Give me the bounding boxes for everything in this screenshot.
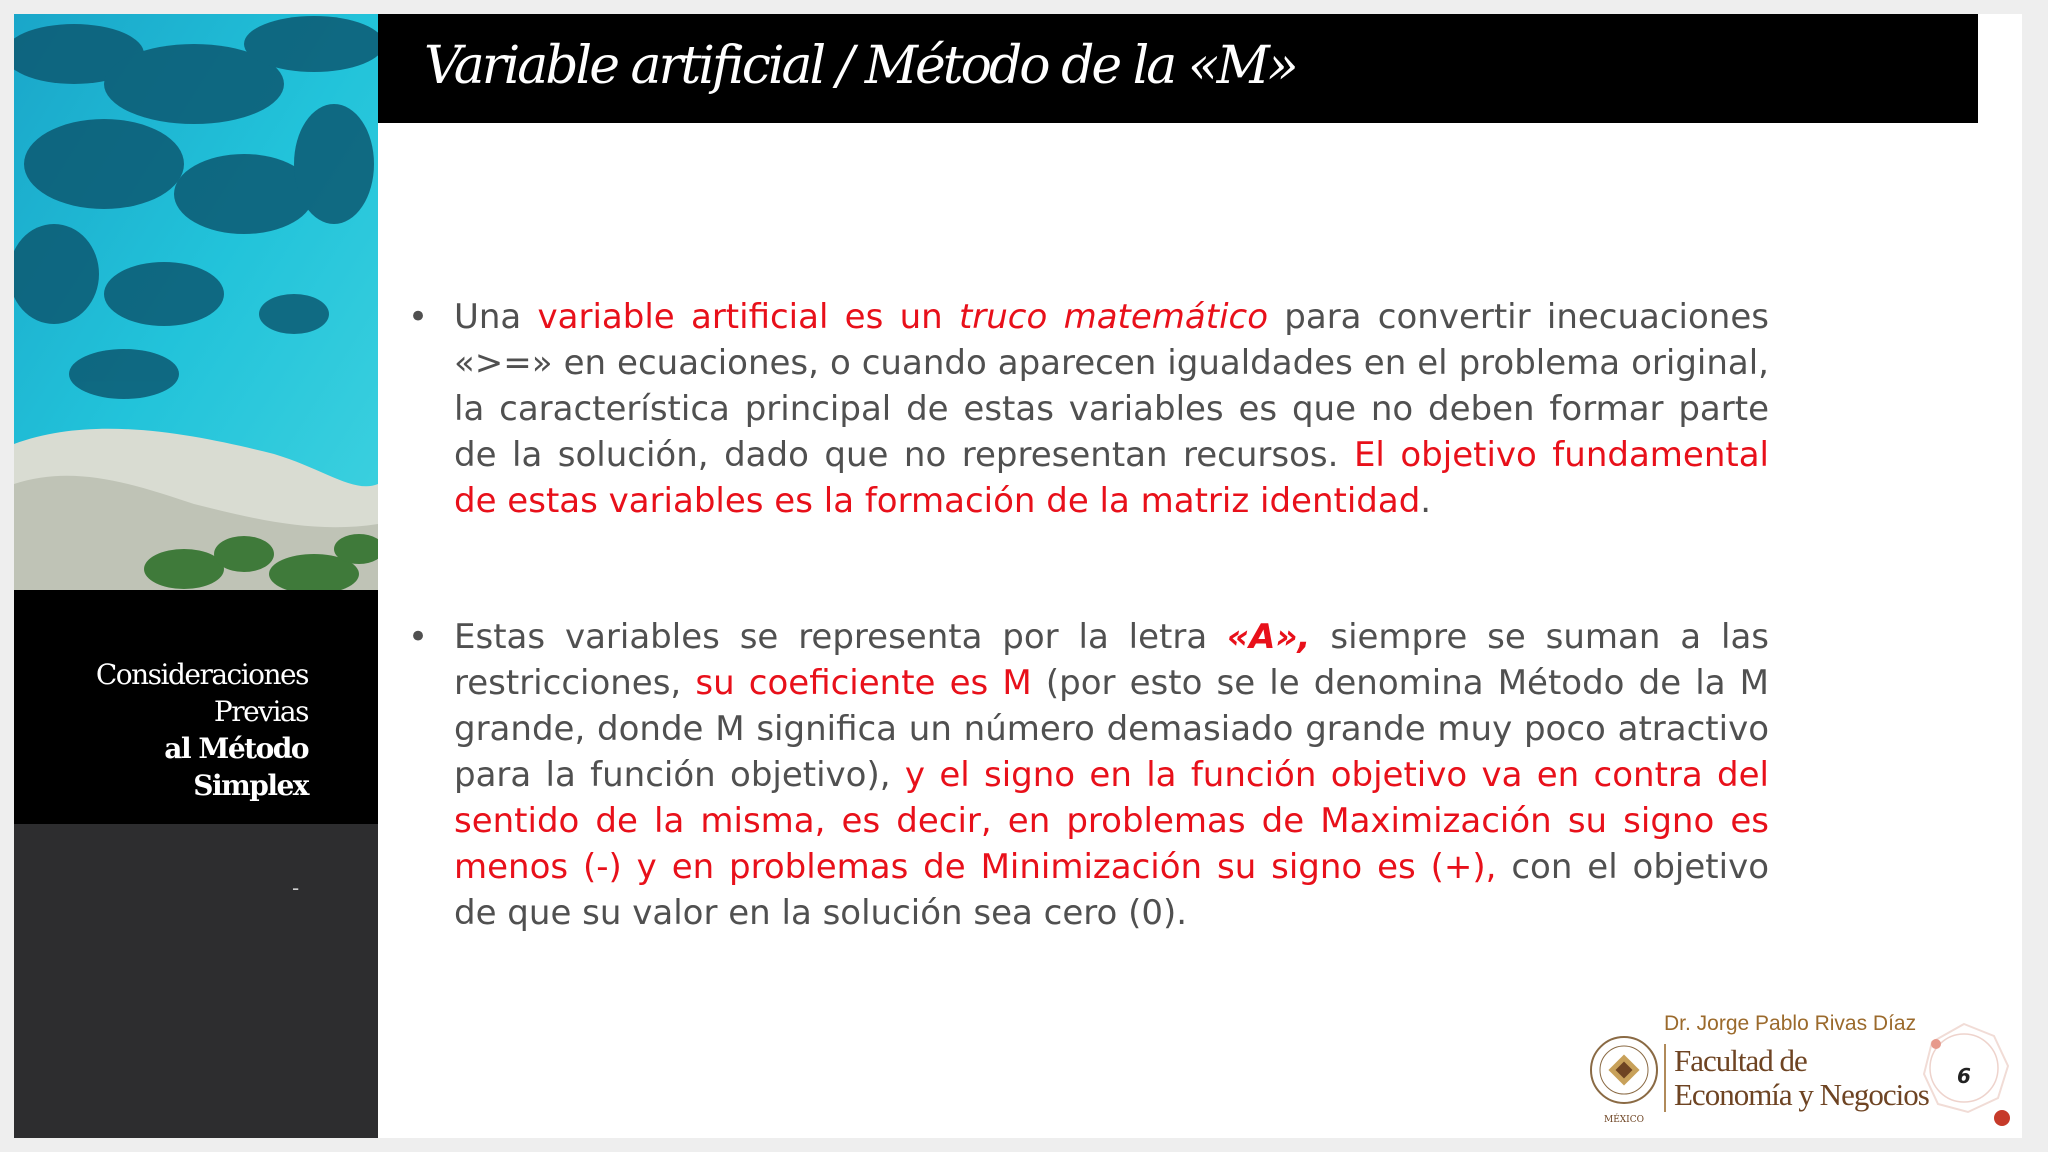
- highlight-text: El objetivo fundamental de estas variables es la formación de la matriz identidad: [454, 435, 1769, 521]
- author-name: Dr. Jorge Pablo Rivas Díaz: [1664, 1012, 1917, 1035]
- highlight-text: su coeficiente es M: [695, 663, 1032, 703]
- page-number: 6: [1957, 1064, 1971, 1088]
- bullet-marker: •: [408, 617, 429, 657]
- faculty-line: Economía y Negocios: [1674, 1077, 1929, 1112]
- section-title-line: Simplex: [193, 769, 308, 802]
- section-title-line: al Método: [164, 732, 308, 765]
- university-seal-logo: [1586, 1032, 1662, 1132]
- title-bar: [378, 14, 1978, 123]
- bullet-item: [408, 294, 1769, 524]
- highlight-text: y el signo en la función objetivo va en contra del sentido de la misma, es decir, en problemas de Maximización su signo es menos (-) y en problemas de Minimización su signo es (+),: [454, 755, 1770, 887]
- dash-mark: -: [292, 876, 300, 900]
- bullet-item: [408, 614, 1770, 936]
- faculty-line: Facultad de: [1674, 1043, 1807, 1078]
- bullet-text: (por esto se le denomina Método de la M grande, donde M significa un número demasiado grande muy poco atractivo para la función objetivo),: [454, 663, 1770, 795]
- section-title: [96, 656, 308, 804]
- highlight-text-italic: truco matemático: [958, 297, 1269, 337]
- bullet-marker: •: [408, 297, 429, 337]
- bullet-text: .: [1420, 481, 1432, 521]
- slide: [14, 14, 2022, 1138]
- bullet-text: Estas variables se representa por la letra: [454, 617, 1228, 657]
- highlight-letter: «A»,: [1227, 617, 1311, 657]
- bullet-text: siempre se suman a las restricciones,: [454, 617, 1769, 703]
- faculty-name: [1664, 1044, 1929, 1112]
- highlight-text: variable artificial es un: [537, 297, 959, 337]
- seal-country-text: MÉXICO: [1603, 1115, 1645, 1125]
- aerial-coast-photo: [14, 14, 378, 590]
- bullet-text: Una: [454, 297, 538, 337]
- bullet-text: para convertir inecuaciones «>=» en ecuaciones, o cuando aparecen igualdades en el problema original, la característica principal de estas variables es que no deben formar parte de la solución, dado que no representan recursos.: [454, 297, 1769, 475]
- bullet-text: con el objetivo de que su valor en la solución sea cero (0).: [454, 847, 1770, 933]
- section-label-box: [14, 590, 378, 824]
- section-title-line: Previas: [213, 695, 308, 728]
- section-title-line: Consideraciones: [95, 658, 308, 691]
- slide-title: Variable artificial / Método de la «M»: [424, 36, 1296, 96]
- left-gray-panel: [14, 824, 378, 1138]
